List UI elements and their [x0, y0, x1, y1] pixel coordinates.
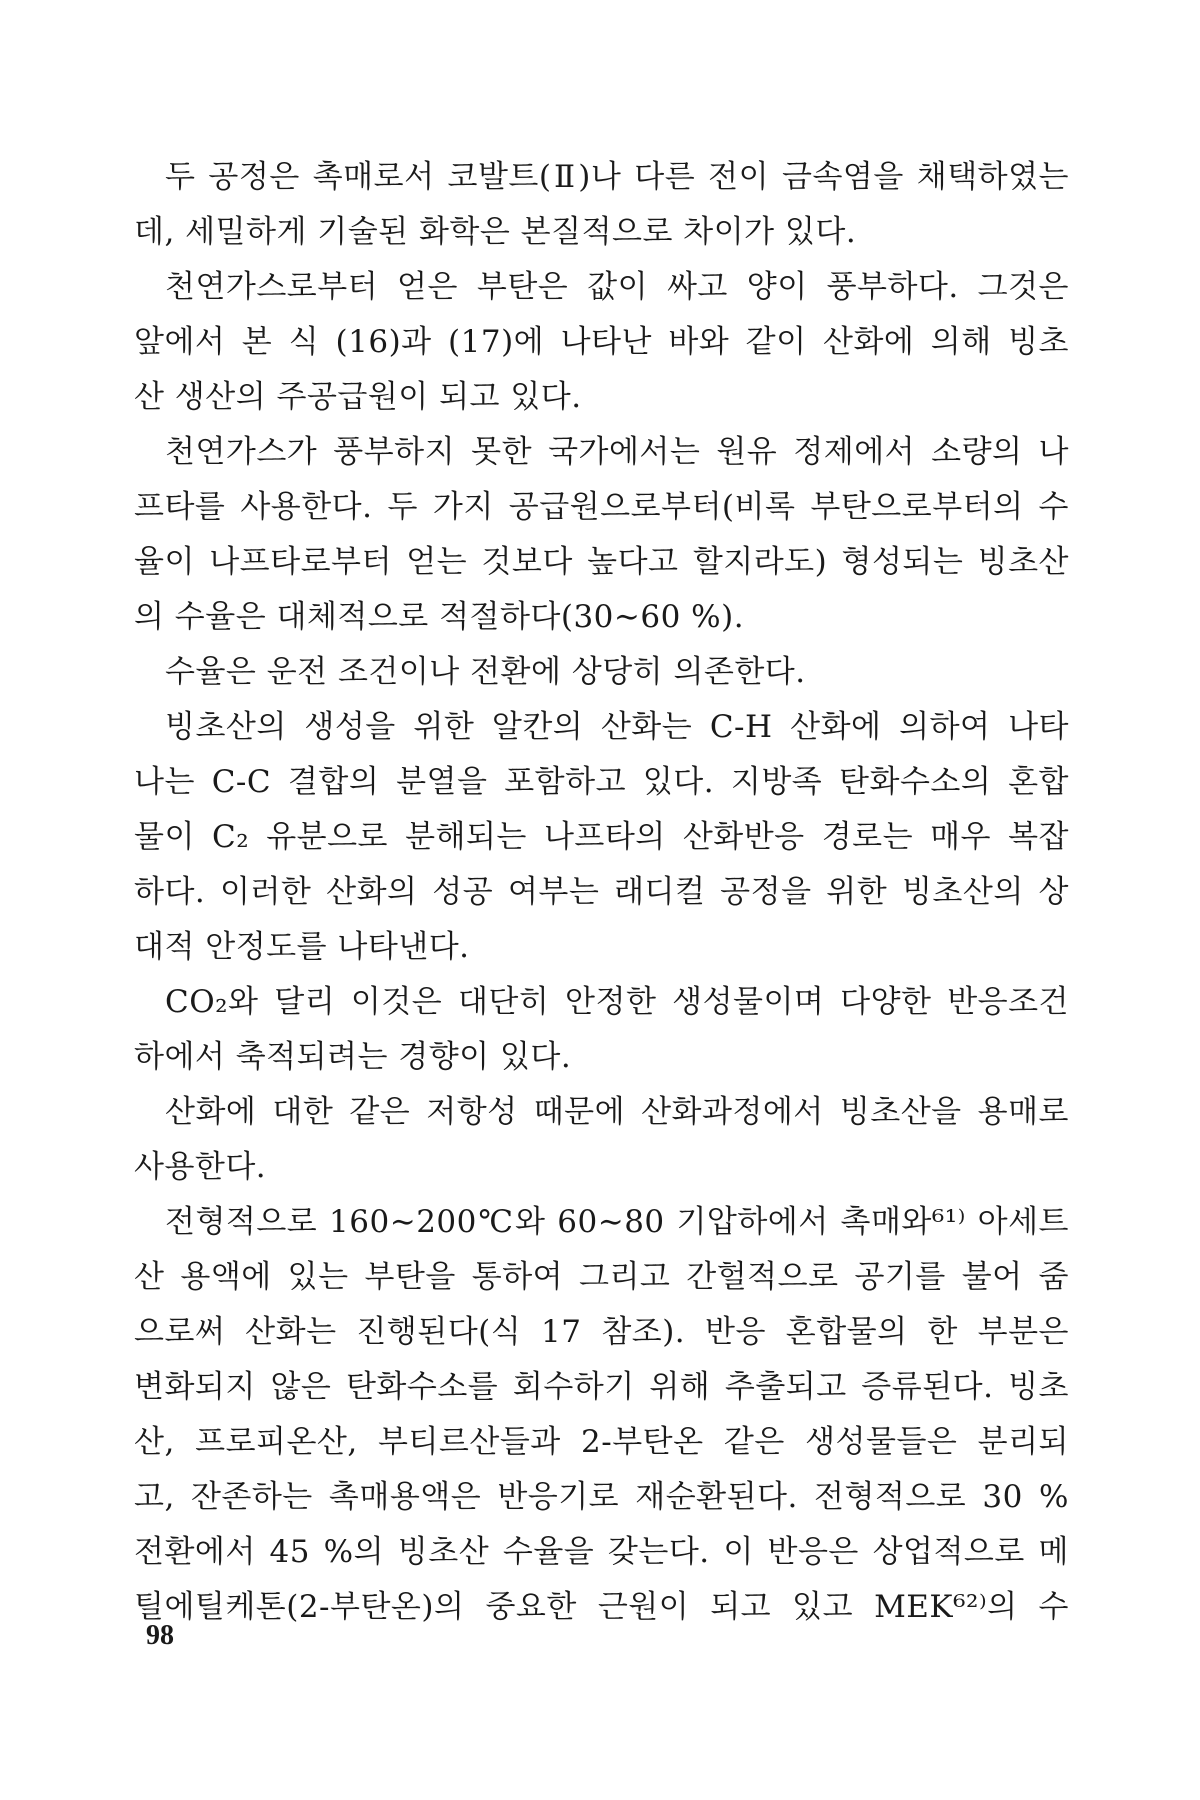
text-line: 산화에 대한 같은 저항성 때문에 산화과정에서 빙초산을 용매로 [165, 1094, 1069, 1130]
text-line: 산, 프로피온산, 부티르산들과 2-부탄온 같은 생성물들은 분리되 [134, 1424, 1069, 1460]
text-line: 산 용액에 있는 부탄을 통하여 그리고 간헐적으로 공기를 불어 줌 [134, 1259, 1069, 1295]
text-line: 의 수율은 대체적으로 적절하다(30∼60 %). [134, 599, 745, 635]
text-line: 전환에서 45 %의 빙초산 수율을 갖는다. 이 반응은 상업적으로 메 [134, 1534, 1069, 1570]
paragraph-naphtha [134, 425, 1069, 645]
paragraph-co2-stability [134, 975, 1069, 1085]
text-line: 율이 나프타로부터 얻는 것보다 높다고 할지라도) 형성되는 빙초산 [134, 544, 1069, 580]
text-line: 변화되지 않은 탄화수소를 회수하기 위해 추출되고 증류된다. 빙초 [134, 1369, 1069, 1405]
text-line: CO₂와 달리 이것은 대단히 안정한 생성물이며 다양한 반응조건 [165, 984, 1069, 1020]
text-line: 하에서 축적되려는 경향이 있다. [134, 1039, 572, 1075]
paragraph-yield-conditions [134, 645, 1069, 700]
paragraph-cobalt-catalyst [134, 150, 1069, 260]
text-line: 산 생산의 주공급원이 되고 있다. [134, 379, 582, 415]
text-line: 사용한다. [134, 1149, 267, 1185]
text-line: 전형적으로 160∼200℃와 60∼80 기압하에서 촉매와⁶¹⁾ 아세트 [165, 1204, 1069, 1240]
paragraph-solvent [134, 1085, 1069, 1195]
text-line: 고, 잔존하는 촉매용액은 반응기로 재순환된다. 전형적으로 30 % [134, 1479, 1069, 1515]
text-line: 대적 안정도를 나타낸다. [134, 929, 470, 965]
text-line: 수율은 운전 조건이나 전환에 상당히 의존한다. [165, 654, 806, 690]
text-line: 앞에서 본 식 (16)과 (17)에 나타난 바와 같이 산화에 의해 빙초 [134, 324, 1069, 360]
paragraph-process-conditions [134, 1195, 1069, 1635]
text-line: 하다. 이러한 산화의 성공 여부는 래디컬 공정을 위한 빙초산의 상 [134, 874, 1069, 910]
text-line: 두 공정은 촉매로서 코발트(Ⅱ)나 다른 전이 금속염을 채택하였는 [165, 159, 1069, 195]
text-line: 나는 C-C 결합의 분열을 포함하고 있다. 지방족 탄화수소의 혼합 [134, 764, 1069, 800]
text-line: 천연가스가 풍부하지 못한 국가에서는 원유 정제에서 소량의 나 [165, 434, 1069, 470]
paragraph-alkane-oxidation [134, 700, 1069, 975]
text-line: 프타를 사용한다. 두 가지 공급원으로부터(비록 부탄으로부터의 수 [134, 489, 1069, 525]
text-line: 물이 C₂ 유분으로 분해되는 나프타의 산화반응 경로는 매우 복잡 [134, 819, 1069, 855]
text-line: 데, 세밀하게 기술된 화학은 본질적으로 차이가 있다. [134, 214, 857, 250]
page-number: 98 [146, 1620, 174, 1651]
text-line: 으로써 산화는 진행된다(식 17 참조). 반응 혼합물의 한 부분은 [134, 1314, 1069, 1350]
text-line: 빙초산의 생성을 위한 알칸의 산화는 C-H 산화에 의하여 나타 [165, 709, 1069, 745]
page-body [134, 150, 1069, 1635]
text-line: 천연가스로부터 얻은 부탄은 값이 싸고 양이 풍부하다. 그것은 [165, 269, 1069, 305]
paragraph-butane-source [134, 260, 1069, 425]
text-line: 틸에틸케톤(2-부탄온)의 중요한 근원이 되고 있고 MEK⁶²⁾의 수 [134, 1589, 1069, 1625]
